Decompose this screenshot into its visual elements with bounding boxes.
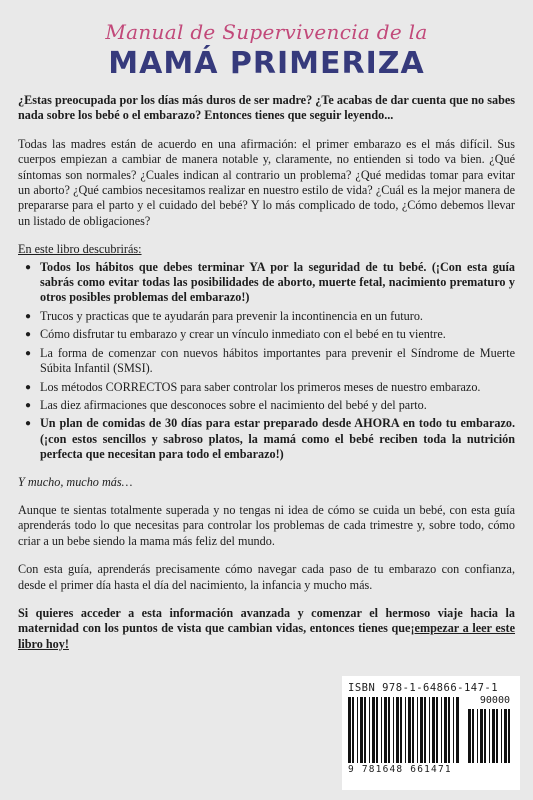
- barcode-bar: [441, 697, 442, 763]
- barcode-bar: [364, 697, 366, 763]
- barcode-bar: [388, 697, 390, 763]
- barcode-bar: [496, 709, 498, 763]
- barcode-bar: [436, 697, 438, 763]
- barcode-bar: [444, 697, 447, 763]
- tagline: Y mucho, mucho más…: [18, 474, 133, 489]
- intro-paragraph: ¿Estas preocupada por los días más duros de ser madre? ¿Te acabas de dar cuenta que no sabes nada sobre los bebé o el embarazo? Entonces tienes que seguir leyendo...: [18, 93, 515, 123]
- barcode-bar: [504, 709, 507, 763]
- barcode-bar: [376, 697, 378, 763]
- list-item: ● Cómo disfrutar tu embarazo y crear un vínculo inmediato con el bebé en tu vientre.: [40, 327, 515, 342]
- ean-digits: 9 781648 661471: [348, 764, 452, 775]
- barcode-bar: [384, 697, 387, 763]
- barcode-bar: [453, 697, 454, 763]
- isbn-barcode: [342, 676, 520, 790]
- barcode-bar: [448, 697, 450, 763]
- barcode-bar: [424, 697, 426, 763]
- paragraph-2: Aunque te sientas totalmente superada y no tengas ni idea de cómo se cuida un bebé, con esta guía aprenderás todo lo que necesitas para controlar los problemas de cada trimestre y, sobre todo, cómo criar a un bebe siendo la mama más feliz del mundo.: [18, 502, 515, 548]
- barcode-bar: [420, 697, 423, 763]
- barcode-bar: [357, 697, 358, 763]
- barcode-bar: [472, 709, 474, 763]
- cta-text: Si quieres acceder a esta información avanzada y comenzar el hermoso viaje hacia la maternidad con los puntos de vista que cambian vidas, entonces tienes que: [18, 605, 515, 636]
- list-item: ● Todos los hábitos que debes terminar YA por la seguridad de tu bebé. (¡Con esta guía sabrás como evitar todas las posibilidades de aborto, muerte fetal, nacimiento prematuro y otros posibles problemas del embarazo!): [40, 260, 515, 306]
- addon-bars: [468, 709, 512, 763]
- barcode-bar: [396, 697, 399, 763]
- barcode-area: [348, 697, 514, 775]
- barcode-bar: [432, 697, 435, 763]
- barcode-bar: [468, 709, 471, 763]
- list-item: ● La forma de comenzar con nuevos hábitos importantes para prevenir el Síndrome de Muerte Súbita Infantil (SMSI).: [40, 346, 515, 377]
- feature-list: [18, 260, 515, 463]
- ean-bars: [348, 697, 460, 763]
- barcode-bar: [352, 697, 354, 763]
- barcode-bar: [381, 697, 382, 763]
- barcode-bar: [360, 697, 363, 763]
- barcode-bar: [501, 709, 502, 763]
- cta-link: ¡empezar a leer este libro hoy!: [18, 621, 516, 651]
- barcode-bar: [508, 709, 510, 763]
- barcode-bar: [480, 709, 483, 763]
- paragraph-3: Con esta guía, aprenderás precisamente cómo navegar cada paso de tu embarazo con confianza, desde el primer día hasta el día del nacimiento, la infancia y mucho más.: [18, 562, 515, 592]
- series-title: Manual de Supervivencia de la: [105, 20, 428, 44]
- blurb: [0, 81, 533, 652]
- barcode-bar: [492, 709, 495, 763]
- barcode-bar: [405, 697, 406, 763]
- price-addon: 90000: [479, 695, 510, 706]
- barcode-bar: [393, 697, 394, 763]
- cover-header: [0, 0, 533, 81]
- paragraph-1: Todas las madres están de acuerdo en una afirmación: el primer embarazo es el más difícil. Sus cuerpos empiezan a cambiar de manera notable y, claramente, no entienden si todo va bien. ¿Qué síntomas son normales? ¿Cuales indican al contrario un problema? ¿Qué medidas tomar para evitar un aborto? ¿Qué cambios necesitamos realizar en nuestro estilo de vida? ¿Cuál es la mejor manera de prepararse para el parto y el cuidado del bebé? Y lo más complicado de todo, ¿Cómo debemos llevar un listado de obligaciones?: [18, 136, 515, 228]
- list-item: ● Los métodos CORRECTOS para saber controlar los primeros meses de nuestro embarazo.: [40, 380, 515, 395]
- isbn-number: ISBN 978-1-64866-147-1: [348, 682, 499, 694]
- barcode-bar: [400, 697, 402, 763]
- barcode-bar: [484, 709, 486, 763]
- barcode-bar: [429, 697, 430, 763]
- barcode-bar: [372, 697, 375, 763]
- list-heading: En este libro descubrirás:: [18, 242, 142, 257]
- barcode-bar: [348, 697, 351, 763]
- list-item: ● Las diez afirmaciones que desconoces sobre el nacimiento del bebé y del parto.: [40, 398, 515, 413]
- barcode-bar: [412, 697, 414, 763]
- barcode-bar: [477, 709, 478, 763]
- call-to-action: [18, 606, 515, 652]
- list-item: ● Trucos y practicas que te ayudarán para prevenir la incontinencia en un futuro.: [40, 309, 515, 324]
- barcode-bar: [369, 697, 370, 763]
- barcode-bar: [417, 697, 418, 763]
- book-title: MAMÁ PRIMERIZA: [108, 46, 425, 81]
- barcode-bar: [408, 697, 411, 763]
- barcode-bar: [489, 709, 490, 763]
- list-item: ● Un plan de comidas de 30 días para estar preparado desde AHORA en todo tu embarazo. (¡con estos sencillos y sabroso platos, la mamá como el bebé reciben toda la nutrición perfecta que necesitan para todo el embarazo!): [40, 416, 515, 462]
- barcode-bar: [456, 697, 459, 763]
